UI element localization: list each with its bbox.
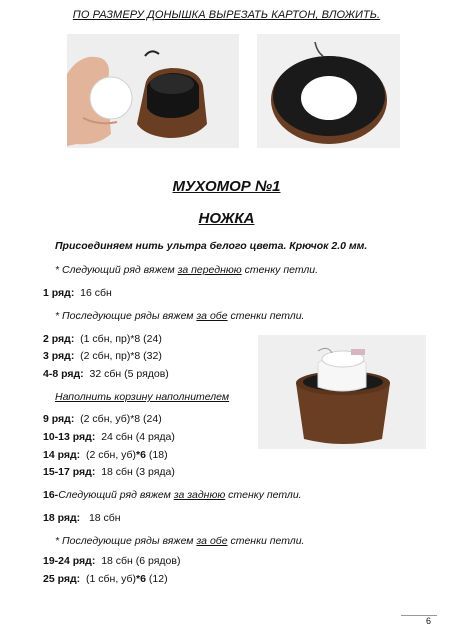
note-front-loop: * Следующий ряд вяжем за переднюю стенку петли. (55, 264, 319, 276)
section-title: НОЖКА (198, 210, 255, 227)
row-10-13: 10-13 ряд: 24 сбн (4 ряда) (43, 431, 175, 443)
intro-text: Присоединяем нить ультра белого цвета. Крючок 2.0 мм. (55, 240, 368, 252)
row-25: 25 ряд: (1 сбн, уб)*6 (12) (43, 573, 168, 585)
row-14: 14 ряд: (2 сбн, уб)*6 (18) (43, 449, 168, 461)
row-4-8: 4-8 ряд: 32 сбн (5 рядов) (43, 368, 169, 380)
photo-cardboard-insert (67, 34, 239, 148)
page-number: 6 (425, 616, 431, 626)
note-both-loops-1: * Последующие ряды вяжем за обе стенки петли. (55, 310, 305, 322)
row-16-note: 16-Следующий ряд вяжем за заднюю стенку петли. (43, 489, 302, 501)
fill-note: Наполнить корзину наполнителем (55, 391, 230, 403)
page-number-rule (401, 615, 437, 616)
row-2: 2 ряд: (1 сбн, пр)*8 (24) (43, 333, 162, 345)
photo-basket-stem (258, 335, 426, 449)
row-9: 9 ряд: (2 сбн, уб)*8 (24) (43, 413, 162, 425)
main-title: МУХОМОР №1 (172, 178, 281, 195)
row-3: 3 ряд: (2 сбн, пр)*8 (32) (43, 350, 162, 362)
note-both-loops-2: * Последующие ряды вяжем за обе стенки петли. (55, 535, 305, 547)
row-18: 18 ряд: 18 сбн (43, 512, 121, 524)
row-19-24: 19-24 ряд: 18 сбн (6 рядов) (43, 555, 181, 567)
cardboard-note: ПО РАЗМЕРУ ДОНЫШКА ВЫРЕЗАТЬ КАРТОН, ВЛОЖИТЬ. (72, 9, 381, 21)
row-1: 1 ряд: 16 сбн (43, 287, 112, 299)
photo-basket-top (257, 34, 400, 148)
row-15-17: 15-17 ряд: 18 сбн (3 ряда) (43, 466, 175, 478)
